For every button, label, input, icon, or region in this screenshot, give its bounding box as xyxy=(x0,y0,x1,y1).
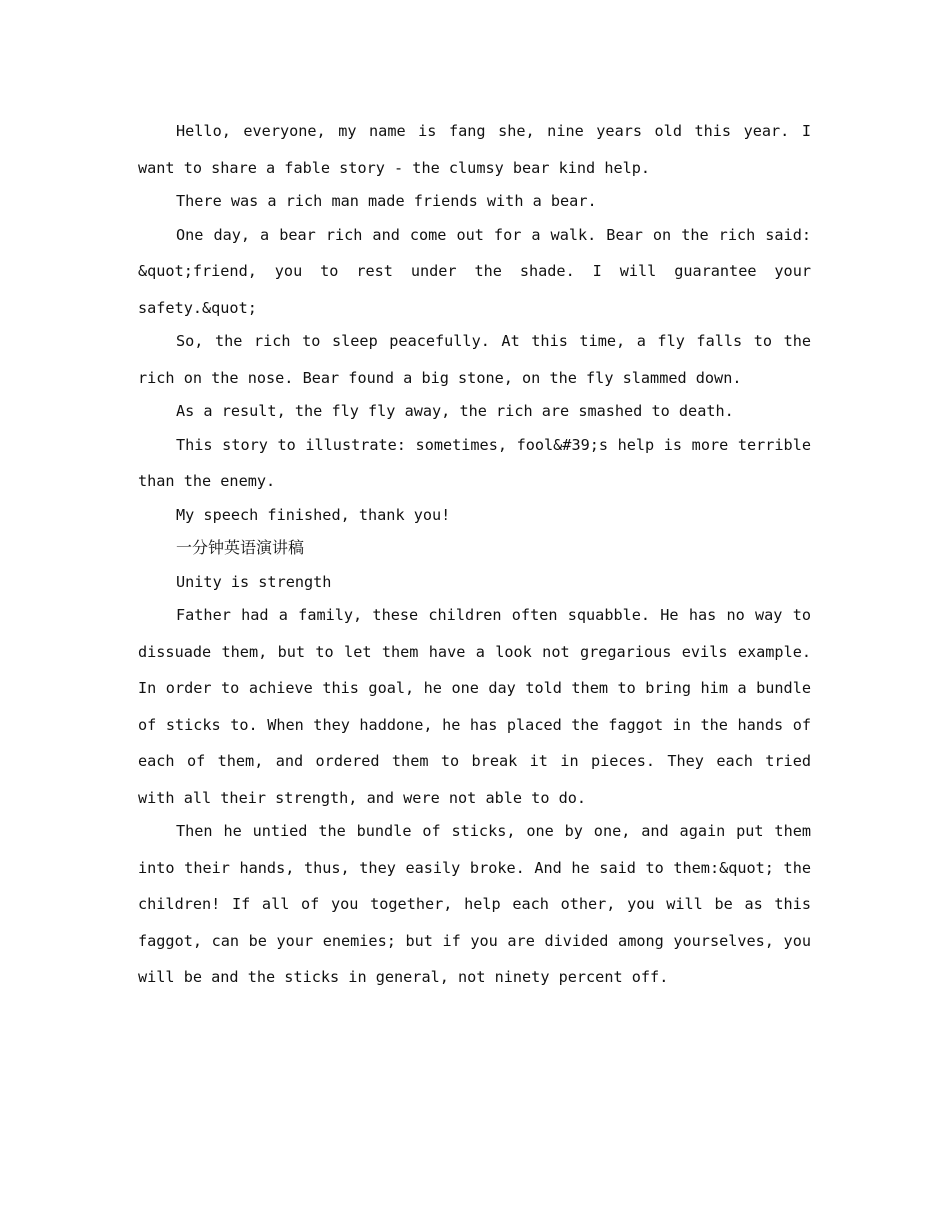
paragraph-sleep: So, the rich to sleep peacefully. At this time, a fly falls to the rich on the nose. Bear found a big stone, on the fly slammed down. xyxy=(138,332,811,387)
document-body xyxy=(138,113,811,996)
paragraph-result: As a result, the fly fly away, the rich are smashed to death. xyxy=(176,402,734,420)
story-title: Unity is strength xyxy=(176,572,332,591)
paragraph-untied: Then he untied the bundle of sticks, one by one, and again put them into their hands, thus, they easily broke. And he said to them:&quot; the children! If all of you together, help each other, you will be as this faggot, can be your enemies; but if you are divided among yourselves, you will be and the sticks in general, not ninety percent off. xyxy=(138,822,811,986)
paragraph-closing: My speech finished, thank you! xyxy=(176,505,451,524)
paragraph-intro: Hello, everyone, my name is fang she, nine years old this year. I want to share a fable story - the clumsy bear kind help. xyxy=(138,122,811,177)
paragraph-moral: This story to illustrate: sometimes, fool&#39;s help is more terrible than the enemy. xyxy=(138,435,811,490)
paragraph-father: Father had a family, these children often squabble. He has no way to dissuade them, but to let them have a look not gregarious evils example. In order to achieve this goal, he one day told them to bring him a bundle of sticks to. When they haddone, he has placed the faggot in the hands of each of them, and ordered them to break it in pieces. They each tried with all their strength, and were not able to do. xyxy=(138,606,811,807)
section-heading-chinese: 一分钟英语演讲稿 xyxy=(176,538,305,557)
paragraph-rich-man: There was a rich man made friends with a bear. xyxy=(176,192,597,210)
paragraph-walk: One day, a bear rich and come out for a walk. Bear on the rich said: &quot;friend, you to rest under the shade. I will guarantee your safety.&quot; xyxy=(138,225,811,317)
